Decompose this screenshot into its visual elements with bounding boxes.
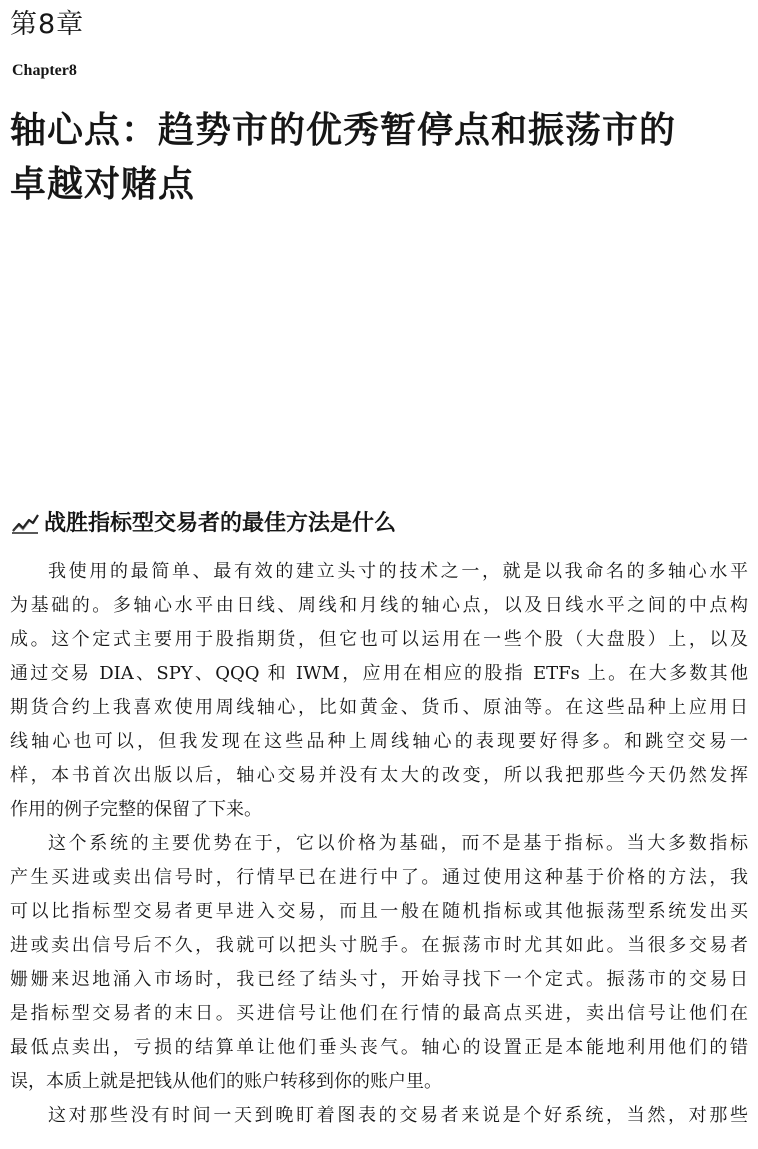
paragraph-line: 我使用的最简单、最有效的建立头寸的技术之一，就是以我命名的多轴心水平 (48, 561, 748, 582)
paragraph-line: 为基础的。多轴心水平由日线、周线和月线的轴心点，以及日线水平之间的中点构 (10, 595, 748, 616)
paragraph-line: 可以比指标型交易者更早进入交易，而且一般在随机指标或其他振荡型系统发出买 (10, 901, 748, 922)
paragraph-3 (10, 1099, 748, 1133)
chapter-title-line-2: 卓越对赌点 (10, 164, 196, 205)
paragraph-line: 进或卖出信号后不久，我就可以把头寸脱手。在振荡市时尤其如此。当很多交易者 (10, 935, 748, 956)
chapter-title (10, 104, 740, 212)
chapter-title-line-1: 轴心点：趋势市的优秀暂停点和振荡市的 (10, 110, 677, 151)
chapter-english-label: Chapter8 (12, 62, 77, 79)
section-heading (10, 508, 396, 540)
paragraph-line: 姗姗来迟地涌入市场时，我已经了结头寸，开始寻找下一个定式。振荡市的交易日 (10, 969, 748, 990)
paragraph-line: 期货合约上我喜欢使用周线轴心，比如黄金、货币、原油等。在这些品种上应用日 (10, 697, 748, 718)
paragraph-line: 这对那些没有时间一天到晚盯着图表的交易者来说是个好系统，当然，对那些 (48, 1105, 748, 1126)
paragraph-line: 样，本书首次出版以后，轴心交易并没有太大的改变，所以我把那些今天仍然发挥 (10, 765, 748, 786)
paragraph-1 (10, 555, 748, 827)
paragraph-line: 成。这个定式主要用于股指期货，但它也可以运用在一些个股（大盘股）上，以及 (10, 629, 748, 650)
paragraph-line: 是指标型交易者的末日。买进信号让他们在行情的最高点买进，卖出信号让他们在 (10, 1003, 748, 1024)
paragraph-line: 误，本质上就是把钱从他们的账户转移到你的账户里。 (10, 1071, 442, 1092)
paragraph-line: 最低点卖出，亏损的结算单让他们垂头丧气。轴心的设置正是本能地利用他们的错 (10, 1037, 748, 1058)
paragraph-line: 这个系统的主要优势在于，它以价格为基础，而不是基于指标。当大多数指标 (48, 833, 748, 854)
body-text (10, 555, 748, 1133)
paragraph-line: 线轴心也可以，但我发现在这些品种上周线轴心的表现要好得多。和跳空交易一 (10, 731, 748, 752)
paragraph-line: 通过交易 DIA、SPY、QQQ 和 IWM，应用在相应的股指 ETFs 上。在大多数其他 (10, 663, 748, 684)
paragraph-2 (10, 827, 748, 1099)
paragraph-line: 作用的例子完整的保留了下来。 (10, 799, 262, 820)
paragraph-line: 产生买进或卖出信号时，行情早已在进行中了。通过使用这种基于价格的方法，我 (10, 867, 748, 888)
section-title: 战胜指标型交易者的最佳方法是什么 (44, 511, 397, 536)
chapter-number: 第8章 (10, 9, 85, 40)
trend-line-icon (10, 512, 40, 536)
